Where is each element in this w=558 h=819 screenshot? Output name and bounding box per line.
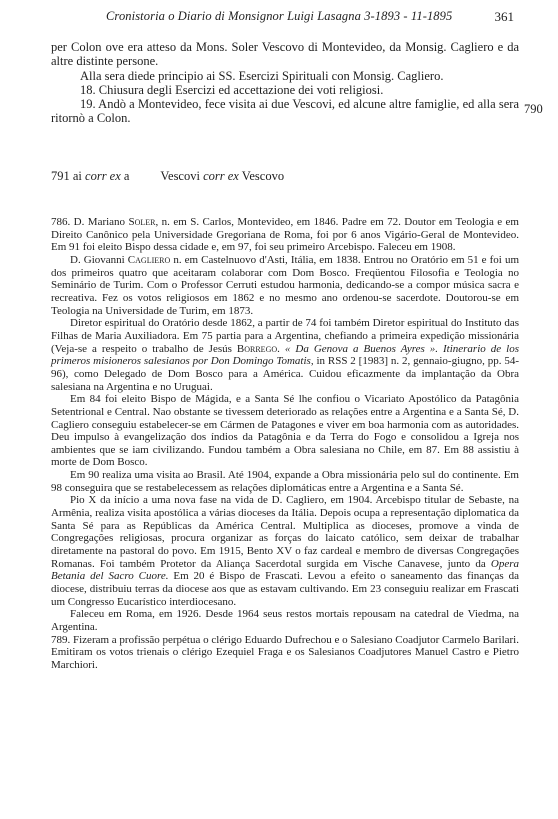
- footnote-paragraph: Em 84 foi eleito Bispo de Mágida, e a Santa Sé lhe confiou o Vicariato Apostólico da Patagônia Setentrional e Central. Nao obstante se tivessem deteriorado as relações entre a Argentina e a Santa Sé, D. Cagliero conseguiu estabelecer-se em Cármen de Patagones e viver em boa harmonia com as autoridades. Deu impulso à evangelização dos índios da Patagônia e da Terra do Fogo e consolidou a Igreja nos ambientes que se iam civilizando. Fundou também a Obra salesiana no Chile, em 87. Em 88 assistiu à morte de Dom Bosco.: [51, 393, 519, 469]
- footnote-paragraph: Em 90 realiza uma visita ao Brasil. Até 1904, expande a Obra missionária pelo sul do continente. Em 98 conseguira que se restabelecessem as relações diplomáticas entre a Argentina e a Santa Sé.: [51, 469, 519, 494]
- paragraph-4: 19. Andò a Montevideo, fece visita ai due Vescovi, ed alcune altre famiglie, ed alla sera ritornò a Colon.: [51, 97, 519, 126]
- running-header: Cronistoria o Diario di Monsignor Luigi Lasagna 3-1893 - 11-1895: [106, 9, 453, 23]
- footnote-789: 789. Fizeram a profissão perpétua o clérigo Eduardo Dufrechou e o Salesiano Coadjutor Carmelo Barilari. Emitiram os votos trienais o clérigo Ezequiel Fraga e os Salesianos Coadjutores Manuel Castro e Pietro Marchiori.: [51, 633, 519, 671]
- apparatus-word: Vescovo: [241, 169, 285, 183]
- apparatus-abbr: corr ex: [85, 169, 121, 183]
- footnote-name: Cagliero: [127, 253, 171, 266]
- footnote-text: Pio X da início a uma nova fase na vida de D. Cagliero, em 1904. Arcebispo titular de Sebaste, na Armênia, realiza visita apostólica a várias dioceses da Itália. Depois ocupa a representação diplomatica da Santa Sé para as Repúblicas da América Central. Multiplica as dioceses, promove a vinda de Congregações religiosas, procura organizar as forças do laicato católico, sem deixar de trabalhar diretamente na pastoral do povo. Em 1915, Bento XV o faz cardeal e membro de diversas Congregações Romanas. Foi também Protetor da Aliança Sacerdotal surgida em Vische Canavese, junto da: [51, 494, 519, 570]
- paragraph-3: 18. Chiusura degli Esercizi ed accettazione dei voti religiosi.: [80, 82, 384, 97]
- paragraph-2: Alla sera diede principio ai SS. Esercizi Spirituali con Monsig. Cagliero.: [80, 68, 444, 83]
- footnote-786: [51, 216, 519, 254]
- footnote-text: Em 20 é Bispo de Frascati. Levou a efeito o saneamento das finanças da diocese, distribuiu terras da diocese aos que as estavam cultivando. Em 23 conseguiu realizar em Frascati um Congresso Eucarístico interdiocesano.: [51, 570, 519, 608]
- footnote-text: Diretor espiritual do Oratório desde 1862, a partir de 74 foi também Diretor espiritual do Instituto das Filhas de Maria Auxiliadora. Em 75 partia para a Argentina, chefiando a primeira expedição missionária (Veja-se a respeito o trabalho de Jesús: [51, 317, 519, 355]
- footnote-title: Opera Betania del Sacro Cuore.: [51, 557, 520, 583]
- footnote-text: D. Giovanni: [70, 253, 125, 266]
- footnote-paragraph: [51, 494, 519, 608]
- footnote-title: « Da Genova a Buenos Ayres ». Itinerario de los primeros misioneros salesianos por Don Domingo Tomatis,: [51, 342, 519, 368]
- footnote-name: Soler,: [128, 216, 159, 228]
- footnotes: [51, 216, 519, 672]
- footnote-787: [51, 254, 519, 317]
- footnote-text: n. em S. Carlos, Montevideo, em 1846. Padre em 72. Doutor em Teologia e em Direito Canônico pela Universidade Gregoriana de Roma, foi por 6 anos Vigário-Geral de Montevideo. Em 91 foi eleito Bispo dessa cidade e, em 97, foi seu primeiro Arcebispo. Faleceu em 1908.: [51, 216, 519, 254]
- critical-apparatus: [51, 169, 284, 184]
- footnote-787-cont: [51, 317, 519, 393]
- page-number: 361: [494, 9, 514, 24]
- footnote-name: Borrego.: [236, 342, 280, 355]
- footnote-text: n. em Castelnuovo d'Asti, Itália, em 1838. Entrou no Oratório em 51 e foi um dos primeiros quatro que aceitaram colaborar com Dom Bosco. Freqüentou Filosofia e Teologia no Seminário de Turim. Com o Professor Cerruti estudou harmonia, dedicando-se a compor música sacra e recreativa. Fez os votos religiosos em 1862 e no mesmo ano ordenou-se sacerdote. Doutorou-se em Teologia na Universidade de Turim, em 1873.: [51, 253, 519, 317]
- footnote-text: in RSS 2 [1983] n. 2, gennaio-giugno, pp. 54-96), como Delegado de Dom Bosco para a América. Cuidou eficazmente da implantação da Obra salesiana na Argentina e no Uruguai.: [51, 355, 520, 393]
- apparatus-abbr: corr ex: [203, 169, 239, 183]
- margin-note-number: 790: [524, 102, 543, 116]
- paragraph-1: per Colon ove era atteso da Mons. Soler Vescovo di Montevideo, da Monsig. Cagliero e da altre distinte persone.: [51, 40, 519, 69]
- footnote-paragraph: Faleceu em Roma, em 1926. Desde 1964 seus restos mortais repousam na catedral de Viedma, na Argentina.: [51, 608, 519, 633]
- footnote-number: 786. D. Mariano: [51, 216, 126, 228]
- main-text: [51, 40, 519, 126]
- apparatus-ref: 791 ai: [51, 169, 82, 183]
- apparatus-word: Vescovi: [160, 169, 200, 183]
- apparatus-word: a: [123, 169, 130, 183]
